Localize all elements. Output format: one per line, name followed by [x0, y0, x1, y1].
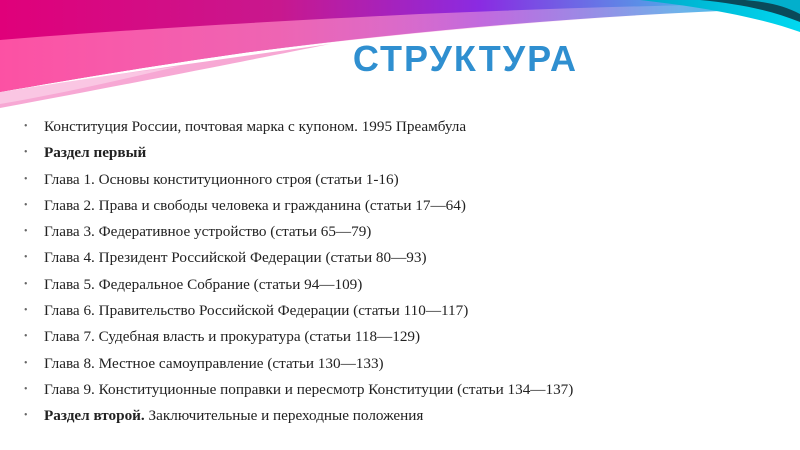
list-item [24, 114, 764, 140]
list-item [24, 245, 764, 271]
list-item-text: Глава 2. Права и свободы человека и гражданина (статьи 17—64) [44, 196, 466, 214]
bullet-icon: • [24, 199, 28, 211]
list-item [24, 272, 764, 298]
bullet-icon: • [24, 410, 28, 422]
list-item-text: Глава 6. Правительство Российской Федерации (статьи 110—117) [44, 302, 469, 320]
list-item-text: Глава 8. Местное самоуправление (статьи 130—133) [44, 354, 384, 372]
bullet-icon: • [24, 305, 28, 317]
bullet-icon: • [24, 357, 28, 369]
list-item-text: Конституция России, почтовая марка с купоном. 1995 Преамбула [44, 118, 467, 135]
list-item-text: Заключительные и переходные положения [144, 407, 424, 425]
list-item-text: Глава 3. Федеративное устройство (статьи 65—79) [44, 223, 372, 241]
list-item-text: Глава 7. Судебная власть и прокуратура (статьи 118—129) [44, 328, 421, 346]
list-item [24, 324, 764, 350]
bullet-icon: • [24, 278, 28, 290]
list-item [24, 403, 764, 429]
bullet-icon: • [24, 147, 28, 159]
list-item [24, 167, 764, 193]
list-item-text: Глава 9. Конституционные поправки и пересмотр Конституции (статьи 134—137) [44, 380, 574, 398]
list-item-bold-text: Раздел второй. [44, 407, 145, 425]
list-item [24, 377, 764, 403]
list-item-text: Глава 5. Федеральное Собрание (статьи 94—109) [44, 275, 363, 293]
list-item [24, 351, 764, 377]
slide-title: СТРУКТУРА [352, 38, 578, 79]
bullet-icon: • [24, 173, 28, 185]
bullet-icon: • [24, 331, 28, 343]
list-item [24, 219, 764, 245]
list-item [24, 193, 764, 219]
bullet-icon: • [24, 252, 28, 264]
list-item-bold-text: Раздел первый [44, 144, 147, 162]
list-item [24, 140, 764, 166]
content-list [24, 114, 764, 430]
list-item [24, 298, 764, 324]
list-item-text: Глава 4. Президент Российской Федерации (статьи 80—93) [44, 249, 427, 267]
list-item-text: Глава 1. Основы конституционного строя (статьи 1-16) [44, 170, 399, 188]
bullet-icon: • [24, 383, 28, 395]
bullet-icon: • [24, 121, 28, 132]
bullet-icon: • [24, 226, 28, 238]
